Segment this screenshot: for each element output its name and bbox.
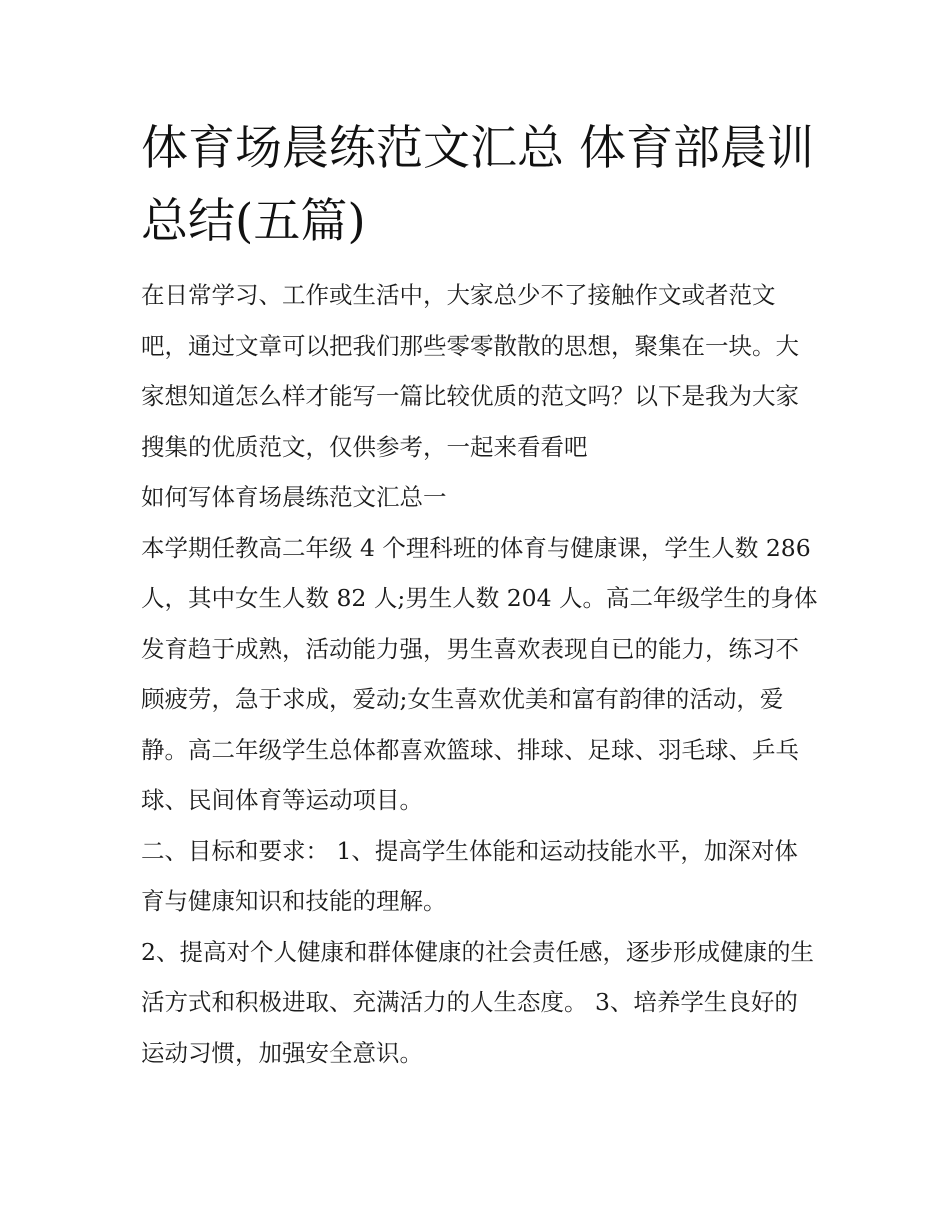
document-title: 体育场晨练范文汇总 体育部晨训总结(五篇) [141, 121, 814, 249]
paragraph-goals: 二、目标和要求： 1、提高学生体能和运动技能水平，加深对体育与健康知识和技能的理解。 [141, 836, 798, 915]
paragraph-goals-continued: 2、提高对个人健康和群体健康的社会责任感，逐步形成健康的生活方式和积极进取、充满活力的人生态度。 3、培养学生良好的运动习惯，加强安全意识。 [141, 937, 814, 1067]
paragraph-students: 本学期任教高二年级 4 个理科班的体育与健康课，学生人数 286 人，其中女生人数 82 人;男生人数 204 人。高二年级学生的身体发育趋于成熟，活动能力强，男生喜欢表现自已的能力，练习不顾疲劳，急于求成，爱动;女生喜欢优美和富有韵律的活动，爱静。高二年级学生总体都喜欢篮球、排球、足球、羽毛球、乒乓球、民间体育等运动项目。 [141, 533, 818, 814]
document-content [141, 112, 821, 1078]
section-heading-1: 如何写体育场晨练范文汇总一 [141, 483, 447, 511]
document-body [141, 270, 821, 1078]
paragraph-intro: 在日常学习、工作或生活中，大家总少不了接触作文或者范文吧，通过文章可以把我们那些零零散散的思想，聚集在一块。大家想知道怎么样才能写一篇比较优质的范文吗？以下是我为大家搜集的优质范文，仅供参考，一起来看看吧 [141, 281, 799, 461]
